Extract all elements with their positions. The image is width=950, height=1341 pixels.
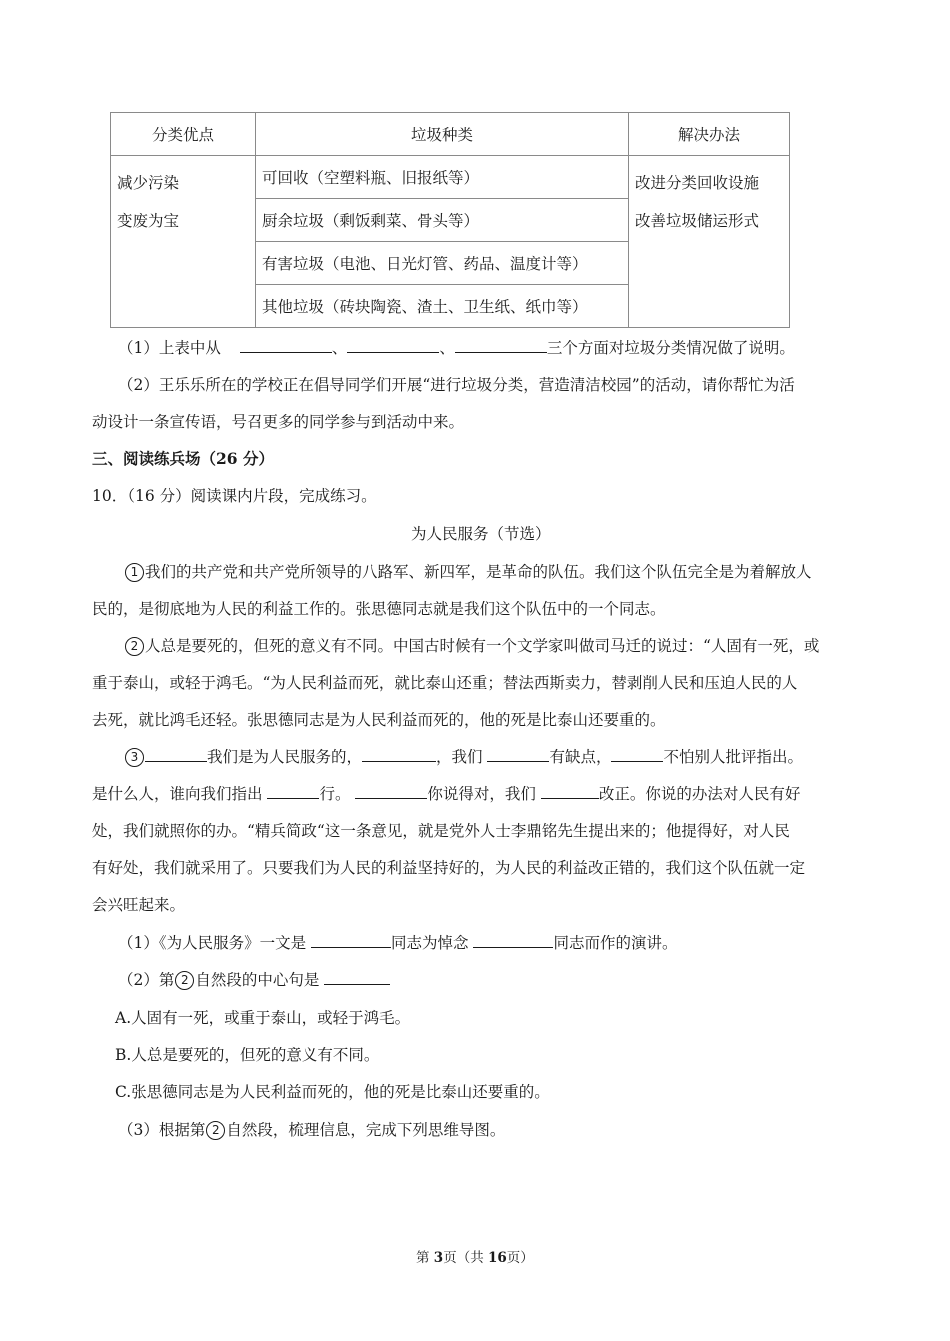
para3-line4: 有好处，我们就采用了。只要我们为人民的利益坚持好的，为人民的利益改正错的，我们这个队伍就一定 — [92, 859, 806, 877]
answer-blank[interactable] — [240, 338, 332, 353]
footer-text: 第 — [416, 1250, 434, 1266]
question-text: 同志为悼念 — [391, 934, 474, 952]
q9-sub1 — [118, 336, 795, 358]
question-text: （2）第 — [118, 971, 175, 989]
q9-sub1-suffix: 三个方面对垃圾分类情况做了说明。 — [546, 339, 795, 357]
footer-text: 页（共 — [443, 1250, 488, 1266]
answer-blank[interactable] — [347, 338, 439, 353]
question-text: 同志而作的演讲。 — [553, 934, 678, 952]
circled-number: 2 — [125, 637, 144, 656]
para-text: 人总是要死的，但死的意义有不同。中国古时候有一个文学家叫做司马迁的说过：“人固有一死，或 — [145, 637, 820, 655]
para-text: 改正。你说的办法对人民有好 — [598, 785, 801, 803]
circled-number: 2 — [175, 971, 194, 990]
para-text: 行。 — [319, 785, 356, 803]
page-footer — [416, 1246, 534, 1266]
answer-blank[interactable] — [355, 784, 427, 799]
option-a[interactable]: A.人固有一死，或重于泰山，或轻于鸿毛。 — [115, 1009, 411, 1027]
separator: 、 — [331, 339, 348, 357]
question-text: （1）《为人民服务》一文是 — [118, 934, 312, 952]
para-text: 有缺点， — [549, 748, 612, 766]
type-cell: 可回收（空塑料瓶、旧报纸等） — [256, 156, 629, 199]
answer-blank[interactable] — [311, 933, 391, 948]
para-text: 我们是为人民服务的， — [207, 748, 363, 766]
answer-blank[interactable] — [267, 784, 319, 799]
circled-number: 1 — [125, 563, 144, 582]
para2-line3: 去死，就比鸿毛还轻。张思德同志是为人民利益而死的，他的死是比泰山还要重的。 — [92, 711, 666, 729]
advantage-item: 变废为宝 — [117, 212, 180, 230]
separator: 、 — [439, 339, 455, 357]
total-pages: 16 — [488, 1250, 507, 1266]
para2-line2: 重于泰山，或轻于鸿毛。“为人民利益而死，就比泰山还重；替法西斯卖力，替剥削人民和压迫人民的人 — [92, 674, 798, 692]
para-text: 不怕别人批评指出。 — [663, 748, 803, 766]
para3-line1 — [124, 745, 803, 767]
solutions-cell — [629, 156, 790, 328]
para3-line5: 会兴旺起来。 — [92, 896, 186, 914]
q10-sub2 — [118, 968, 390, 990]
circled-number: 2 — [206, 1121, 225, 1140]
solution-item: 改善垃圾储运形式 — [635, 212, 760, 230]
garbage-classification-table — [110, 112, 790, 328]
answer-blank[interactable] — [324, 970, 390, 985]
para3-line3: 处，我们就照你的办。“精兵简政“这一条意见，就是党外人士李鼎铭先生提出来的；他提得好，对人民 — [92, 822, 790, 840]
page-number: 3 — [433, 1250, 444, 1266]
type-cell: 有害垃圾（电池、日光灯管、药品、温度计等） — [256, 242, 629, 285]
answer-blank[interactable] — [362, 747, 436, 762]
header-advantages: 分类优点 — [111, 113, 256, 156]
para-text: 我们的共产党和共产党所领导的八路军、新四军，是革命的队伍。我们这个队伍完全是为着解放人 — [145, 563, 812, 581]
answer-blank[interactable] — [145, 747, 207, 762]
option-c[interactable]: C.张思德同志是为人民利益而死的，他的死是比泰山还要重的。 — [115, 1083, 550, 1101]
q10-sub1 — [118, 931, 678, 953]
option-b[interactable]: B.人总是要死的，但死的意义有不同。 — [115, 1046, 380, 1064]
question-text: （3）根据第 — [118, 1121, 206, 1139]
header-solutions: 解决办法 — [629, 113, 790, 156]
circled-number: 3 — [125, 748, 144, 767]
q9-sub2-line1: （2）王乐乐所在的学校正在倡导同学们开展“进行垃圾分类，营造清洁校园”的活动，请你帮忙为活 — [118, 376, 795, 394]
passage-title: 为人民服务（节选） — [411, 525, 551, 543]
footer-text: 页） — [506, 1250, 534, 1266]
answer-blank[interactable] — [455, 338, 547, 353]
solution-item: 改进分类回收设施 — [635, 174, 760, 192]
section-title: 三、阅读练兵场（26 分） — [92, 449, 274, 468]
answer-blank[interactable] — [541, 784, 599, 799]
advantages-cell — [111, 156, 256, 328]
para-text: 是什么人，谁向我们指出 — [92, 785, 268, 803]
question-text: 自然段的中心句是 — [195, 971, 325, 989]
q10-sub3 — [118, 1118, 505, 1140]
para3-line2 — [92, 782, 800, 804]
para1-line2: 民的，是彻底地为人民的利益工作的。张思德同志就是我们这个队伍中的一个同志。 — [92, 600, 666, 618]
para-text: 你说得对，我们 — [427, 785, 541, 803]
q9-sub1-prefix: （1）上表中从 — [118, 339, 221, 357]
type-cell: 厨余垃圾（剩饭剩菜、骨头等） — [256, 199, 629, 242]
para-text: ，我们 — [436, 748, 488, 766]
question-text: 自然段，梳理信息，完成下列思维导图。 — [226, 1121, 506, 1139]
answer-blank[interactable] — [611, 747, 663, 762]
advantage-item: 减少污染 — [117, 174, 180, 192]
para2-line1 — [124, 634, 819, 656]
answer-blank[interactable] — [487, 747, 549, 762]
q9-sub2-line2: 动设计一条宣传语，号召更多的同学参与到活动中来。 — [92, 413, 465, 431]
type-cell: 其他垃圾（砖块陶瓷、渣土、卫生纸、纸巾等） — [256, 285, 629, 328]
answer-blank[interactable] — [473, 933, 553, 948]
q10-intro: 10．（16 分）阅读课内片段，完成练习。 — [92, 487, 377, 505]
para1-line1 — [124, 560, 812, 582]
header-types: 垃圾种类 — [256, 113, 629, 156]
